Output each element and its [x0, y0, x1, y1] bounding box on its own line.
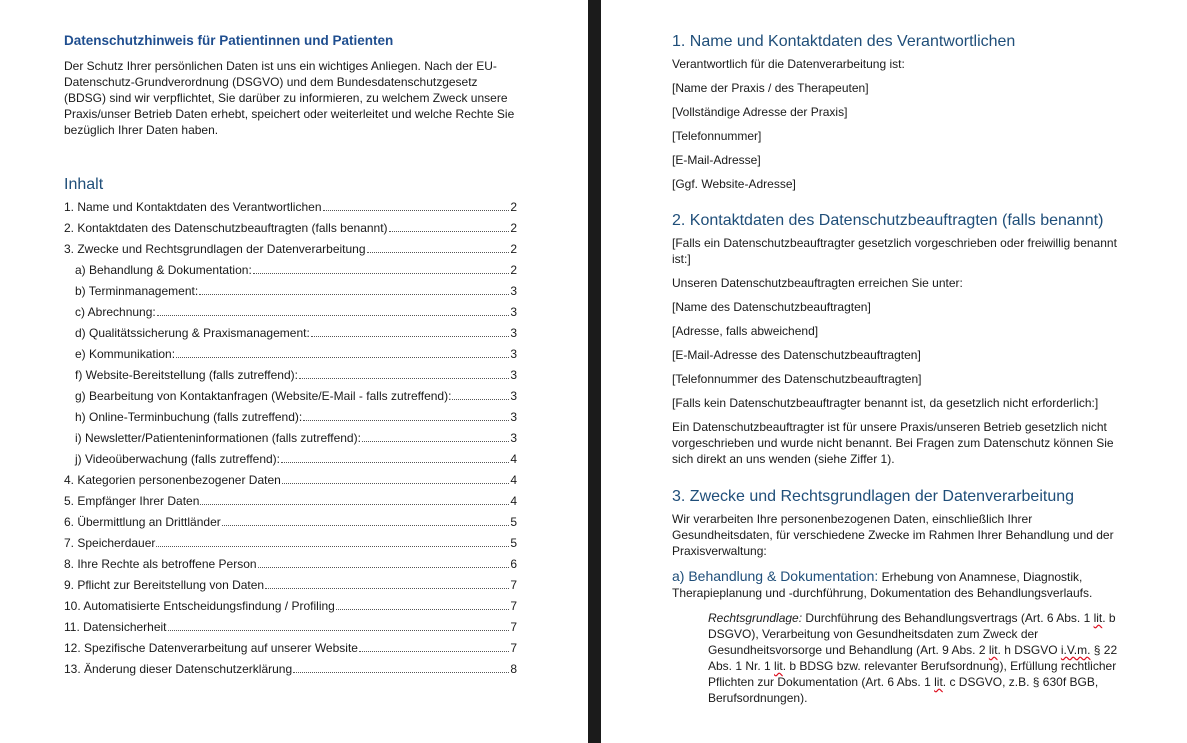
section-2-body — [672, 419, 1122, 467]
section-2-heading: 2. Kontaktdaten des Datenschutzbeauftragten (falls benannt) — [672, 212, 1104, 229]
toc-dot-leader — [452, 398, 509, 400]
dpo-email-placeholder: [E-Mail-Adresse des Datenschutzbeauftragten] — [672, 348, 921, 362]
toc-entry[interactable] — [64, 194, 517, 215]
dpo-phone-placeholder: [Telefonnummer des Datenschutzbeauftragten] — [672, 372, 922, 386]
toc-entry[interactable] — [64, 572, 517, 593]
intro-line: Der Schutz Ihrer persönlichen Daten ist uns ein wichtiges Anliegen. Nach der EU- — [64, 59, 497, 73]
toc-dot-leader — [389, 230, 510, 232]
section-2-body-line: Ein Datenschutzbeauftragter ist für unsere Praxis/unseren Betrieb gesetzlich nicht — [672, 420, 1107, 434]
toc-dot-leader — [253, 272, 510, 274]
toc-entry[interactable] — [64, 509, 517, 530]
section-2-body-line: sich direkt an uns wenden (siehe Ziffer 1). — [672, 452, 895, 466]
section-3a-text-line: Therapieplanung und -durchführung, Dokumentation des Behandlungsverlaufs. — [672, 586, 1093, 600]
toc-page-number: 7 — [510, 620, 517, 634]
toc-dot-leader — [200, 503, 509, 505]
toc-entry-label: j) Videoüberwachung (falls zutreffend): — [75, 452, 281, 466]
toc-entry[interactable] — [64, 299, 517, 320]
toc-entry-label: 8. Ihre Rechte als betroffene Person — [64, 557, 257, 571]
page-divider — [588, 0, 601, 743]
toc-dot-leader — [323, 209, 510, 211]
section-2-note — [672, 235, 1122, 267]
toc-page-number: 4 — [510, 494, 517, 508]
document-title: Datenschutzhinweis für Patientinnen und Patienten — [64, 33, 394, 48]
toc-entry[interactable] — [64, 446, 517, 467]
toc-entry[interactable] — [64, 383, 517, 404]
toc-page-number: 2 — [510, 221, 517, 235]
dpo-name-placeholder: [Name des Datenschutzbeauftragten] — [672, 300, 871, 314]
toc-page-number: 5 — [510, 536, 517, 550]
toc-entry[interactable] — [64, 257, 517, 278]
toc-entry[interactable] — [64, 614, 517, 635]
toc-entry-label: d) Qualitätssicherung & Praxismanagement: — [75, 326, 310, 340]
toc-dot-leader — [258, 566, 510, 568]
toc-entry-label: 3. Zwecke und Rechtsgrundlagen der Datenverarbeitung — [64, 242, 366, 256]
toc-entry[interactable] — [64, 530, 517, 551]
section-3-intro — [672, 511, 1122, 559]
toc-page-number: 2 — [510, 200, 517, 214]
section-2-reach-text: Unseren Datenschutzbeauftragten erreichen Sie unter: — [672, 276, 963, 290]
toc-dot-leader — [281, 461, 509, 463]
section-3-intro-line: Gesundheitsdaten, für verschiedene Zwecke im Rahmen Ihrer Behandlung und der — [672, 528, 1114, 542]
controller-address-placeholder: [Vollständige Adresse der Praxis] — [672, 105, 848, 119]
toc-page-number: 4 — [510, 452, 517, 466]
toc-entry[interactable] — [64, 551, 517, 572]
toc-entry[interactable] — [64, 236, 517, 257]
toc-page-number: 4 — [510, 473, 517, 487]
toc-dot-leader — [336, 608, 509, 610]
toc-dot-leader — [157, 314, 510, 316]
section-3-heading: 3. Zwecke und Rechtsgrundlagen der Datenverarbeitung — [672, 488, 1075, 505]
toc-entry-label: 7. Speicherdauer — [64, 536, 156, 550]
intro-paragraph — [64, 58, 524, 138]
toc-entry-label: i) Newsletter/Patienteninformationen (falls zutreffend): — [75, 431, 361, 445]
toc-entry[interactable] — [64, 488, 517, 509]
toc-dot-leader — [299, 377, 509, 379]
dpo-address-placeholder: [Adresse, falls abweichend] — [672, 324, 819, 338]
toc-entry[interactable] — [64, 467, 517, 488]
toc-entry-label: 2. Kontaktdaten des Datenschutzbeauftragten (falls benannt) — [64, 221, 388, 235]
section-2-body-line: vorgeschrieben und wurde nicht benannt. Bei Fragen zum Datenschutz können Sie — [672, 436, 1114, 450]
toc-page-number: 6 — [510, 557, 517, 571]
toc-dot-leader — [311, 335, 510, 337]
toc-dot-leader — [293, 671, 509, 673]
toc-dot-leader — [222, 524, 510, 526]
toc-dot-leader — [199, 293, 509, 295]
toc-entry-label: c) Abrechnung: — [75, 305, 156, 319]
toc-page-number: 3 — [510, 389, 517, 403]
controller-website-placeholder: [Ggf. Website-Adresse] — [672, 177, 796, 191]
document-page-right — [601, 0, 1187, 743]
toc-page-number: 7 — [510, 578, 517, 592]
toc-entry-label: f) Website-Bereitstellung (falls zutreffend): — [75, 368, 298, 382]
toc-dot-leader — [176, 356, 509, 358]
intro-line: bezüglich Ihrer Daten haben. — [64, 123, 219, 137]
toc-entry[interactable] — [64, 215, 517, 236]
toc-entry-label: 9. Pflicht zur Bereitstellung von Daten — [64, 578, 265, 592]
toc-entry[interactable] — [64, 362, 517, 383]
section-3a-text: Erhebung von Anamnese, Diagnostik, — [881, 570, 1083, 584]
toc-entry-label: b) Terminmanagement: — [75, 284, 199, 298]
toc-page-number: 7 — [510, 599, 517, 613]
toc-dot-leader — [265, 587, 509, 589]
toc-dot-leader — [359, 650, 509, 652]
section-1-heading: 1. Name und Kontaktdaten des Verantwortlichen — [672, 33, 1016, 50]
section-2-note-line: [Falls ein Datenschutzbeauftragter gesetzlich vorgeschrieben oder freiwillig benannt — [672, 236, 1117, 250]
toc-page-number: 8 — [510, 662, 517, 676]
toc-entry-label: a) Behandlung & Dokumentation: — [75, 263, 252, 277]
toc-dot-leader — [156, 545, 509, 547]
toc-entry[interactable] — [64, 425, 517, 446]
toc-page-number: 3 — [510, 368, 517, 382]
toc-page-number: 3 — [510, 326, 517, 340]
toc-entry[interactable] — [64, 593, 517, 614]
legal-basis-paragraph — [708, 610, 1121, 706]
toc-page-number: 3 — [510, 305, 517, 319]
toc-entry[interactable] — [64, 320, 517, 341]
toc-entry-label: 10. Automatisierte Entscheidungsfindung / Profiling — [64, 599, 335, 613]
section-3-intro-line: Praxisverwaltung: — [672, 544, 767, 558]
toc-dot-leader — [367, 251, 510, 253]
toc-dot-leader — [168, 629, 510, 631]
controller-phone-placeholder: [Telefonnummer] — [672, 129, 762, 143]
document-page-left — [0, 0, 588, 743]
toc-dot-leader — [362, 440, 509, 442]
section-3-intro-line: Wir verarbeiten Ihre personenbezogenen Daten, einschließlich Ihrer — [672, 512, 1033, 526]
toc-dot-leader — [282, 482, 509, 484]
toc-page-number: 3 — [510, 347, 517, 361]
controller-name-placeholder: [Name der Praxis / des Therapeuten] — [672, 81, 869, 95]
legal-basis-text: Durchführung des Behandlungsvertrags (Art. 6 Abs. 1 lit. b DSGVO), Verarbeitung von Gesundheitsdaten zum Zweck der Gesundheitsvorsorge und Behandlung (Art. 9 Abs. 2 lit. h DSGVO i.V.m. § 22 Abs. 1 Nr. 1 lit. b BDSG bzw. relevanter Berufsordnung), Erfüllung rechtlicher Pflichten zur Dokumentation (Art. 6 Abs. 1 lit. c DSGVO, z.B. § 630f BGB, Berufsordnungen). — [708, 611, 1118, 705]
toc-entry-label: 6. Übermittlung an Drittländer — [64, 515, 221, 529]
toc-entry[interactable] — [64, 341, 517, 362]
toc-entry-label: 12. Spezifische Datenverarbeitung auf unserer Website — [64, 641, 358, 655]
toc-entry-label: 1. Name und Kontaktdaten des Verantwortlichen — [64, 200, 322, 214]
toc-entry-label: g) Bearbeitung von Kontaktanfragen (Website/E-Mail - falls zutreffend): — [75, 389, 452, 403]
no-dpo-note: [Falls kein Datenschutzbeauftragter benannt ist, da gesetzlich nicht erforderlich:] — [672, 396, 1099, 410]
toc-heading: Inhalt — [64, 176, 104, 193]
intro-line: (BDSG) sind wir verpflichtet, Sie darüber zu informieren, zu welchem Zweck unsere — [64, 91, 508, 105]
controller-email-placeholder: [E-Mail-Adresse] — [672, 153, 761, 167]
toc-entry-label: e) Kommunikation: — [75, 347, 176, 361]
toc-page-number: 2 — [510, 263, 517, 277]
intro-line: Datenschutz-Grundverordnung (DSGVO) und dem Bundesdatenschutzgesetz — [64, 75, 478, 89]
toc-page-number: 3 — [510, 284, 517, 298]
toc-entry-label: 4. Kategorien personenbezogener Daten — [64, 473, 281, 487]
table-of-contents — [64, 194, 517, 677]
toc-entry-label: 13. Änderung dieser Datenschutzerklärung — [64, 662, 293, 676]
section-2-note-line: ist:] — [672, 252, 691, 266]
toc-entry[interactable] — [64, 656, 517, 677]
toc-entry-label: 11. Datensicherheit — [64, 620, 167, 634]
toc-dot-leader — [303, 419, 509, 421]
toc-page-number: 3 — [510, 410, 517, 424]
toc-page-number: 3 — [510, 431, 517, 445]
toc-entry[interactable] — [64, 404, 517, 425]
toc-page-number: 7 — [510, 641, 517, 655]
section-3a-heading: a) Behandlung & Dokumentation: — [672, 568, 879, 584]
toc-entry-label: h) Online-Terminbuchung (falls zutreffend): — [75, 410, 303, 424]
section-1-intro: Verantwortlich für die Datenverarbeitung ist: — [672, 57, 905, 71]
toc-entry-label: 5. Empfänger Ihrer Daten — [64, 494, 200, 508]
legal-basis-label: Rechtsgrundlage: — [708, 611, 803, 625]
toc-entry[interactable] — [64, 635, 517, 656]
toc-entry[interactable] — [64, 278, 517, 299]
intro-line: Praxis/unser Betrieb Daten erhebt, speichert oder weiterleitet und welche Rechte Sie — [64, 107, 515, 121]
toc-page-number: 2 — [510, 242, 517, 256]
section-3a-paragraph — [672, 568, 1122, 601]
toc-page-number: 5 — [510, 515, 517, 529]
